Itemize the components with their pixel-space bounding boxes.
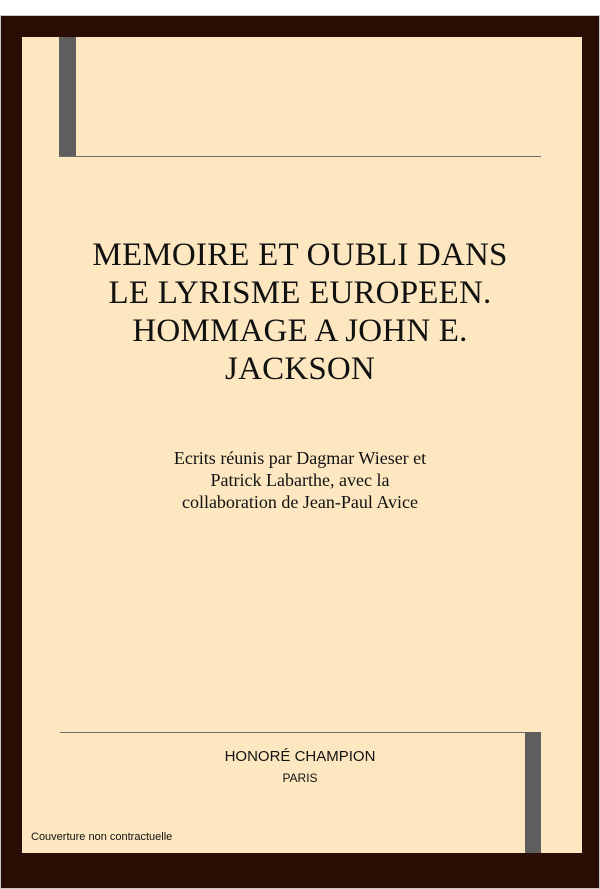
top-rule bbox=[59, 156, 541, 157]
book-subtitle bbox=[120, 447, 480, 513]
subtitle-line: collaboration de Jean-Paul Avice bbox=[181, 492, 419, 512]
bottom-accent-bar bbox=[525, 732, 541, 853]
subtitle-line: Ecrits réunis par Dagmar Wieser et bbox=[173, 448, 427, 468]
bottom-rule bbox=[60, 732, 541, 733]
title-line: JACKSON bbox=[225, 351, 375, 387]
title-line: MEMOIRE ET OUBLI DANS bbox=[92, 237, 508, 273]
cover-disclaimer: Couverture non contractuelle bbox=[31, 831, 173, 843]
publisher-name: HONORÉ CHAMPION bbox=[224, 748, 376, 765]
subtitle-line: Patrick Labarthe, avec la bbox=[210, 470, 390, 490]
title-line: LE LYRISME EUROPEEN. bbox=[108, 275, 492, 311]
top-accent-bar bbox=[59, 37, 76, 157]
publisher-city: PARIS bbox=[282, 771, 318, 785]
book-title bbox=[60, 236, 540, 388]
book-cover bbox=[22, 37, 582, 853]
title-line: HOMMAGE A JOHN E. bbox=[132, 313, 468, 349]
